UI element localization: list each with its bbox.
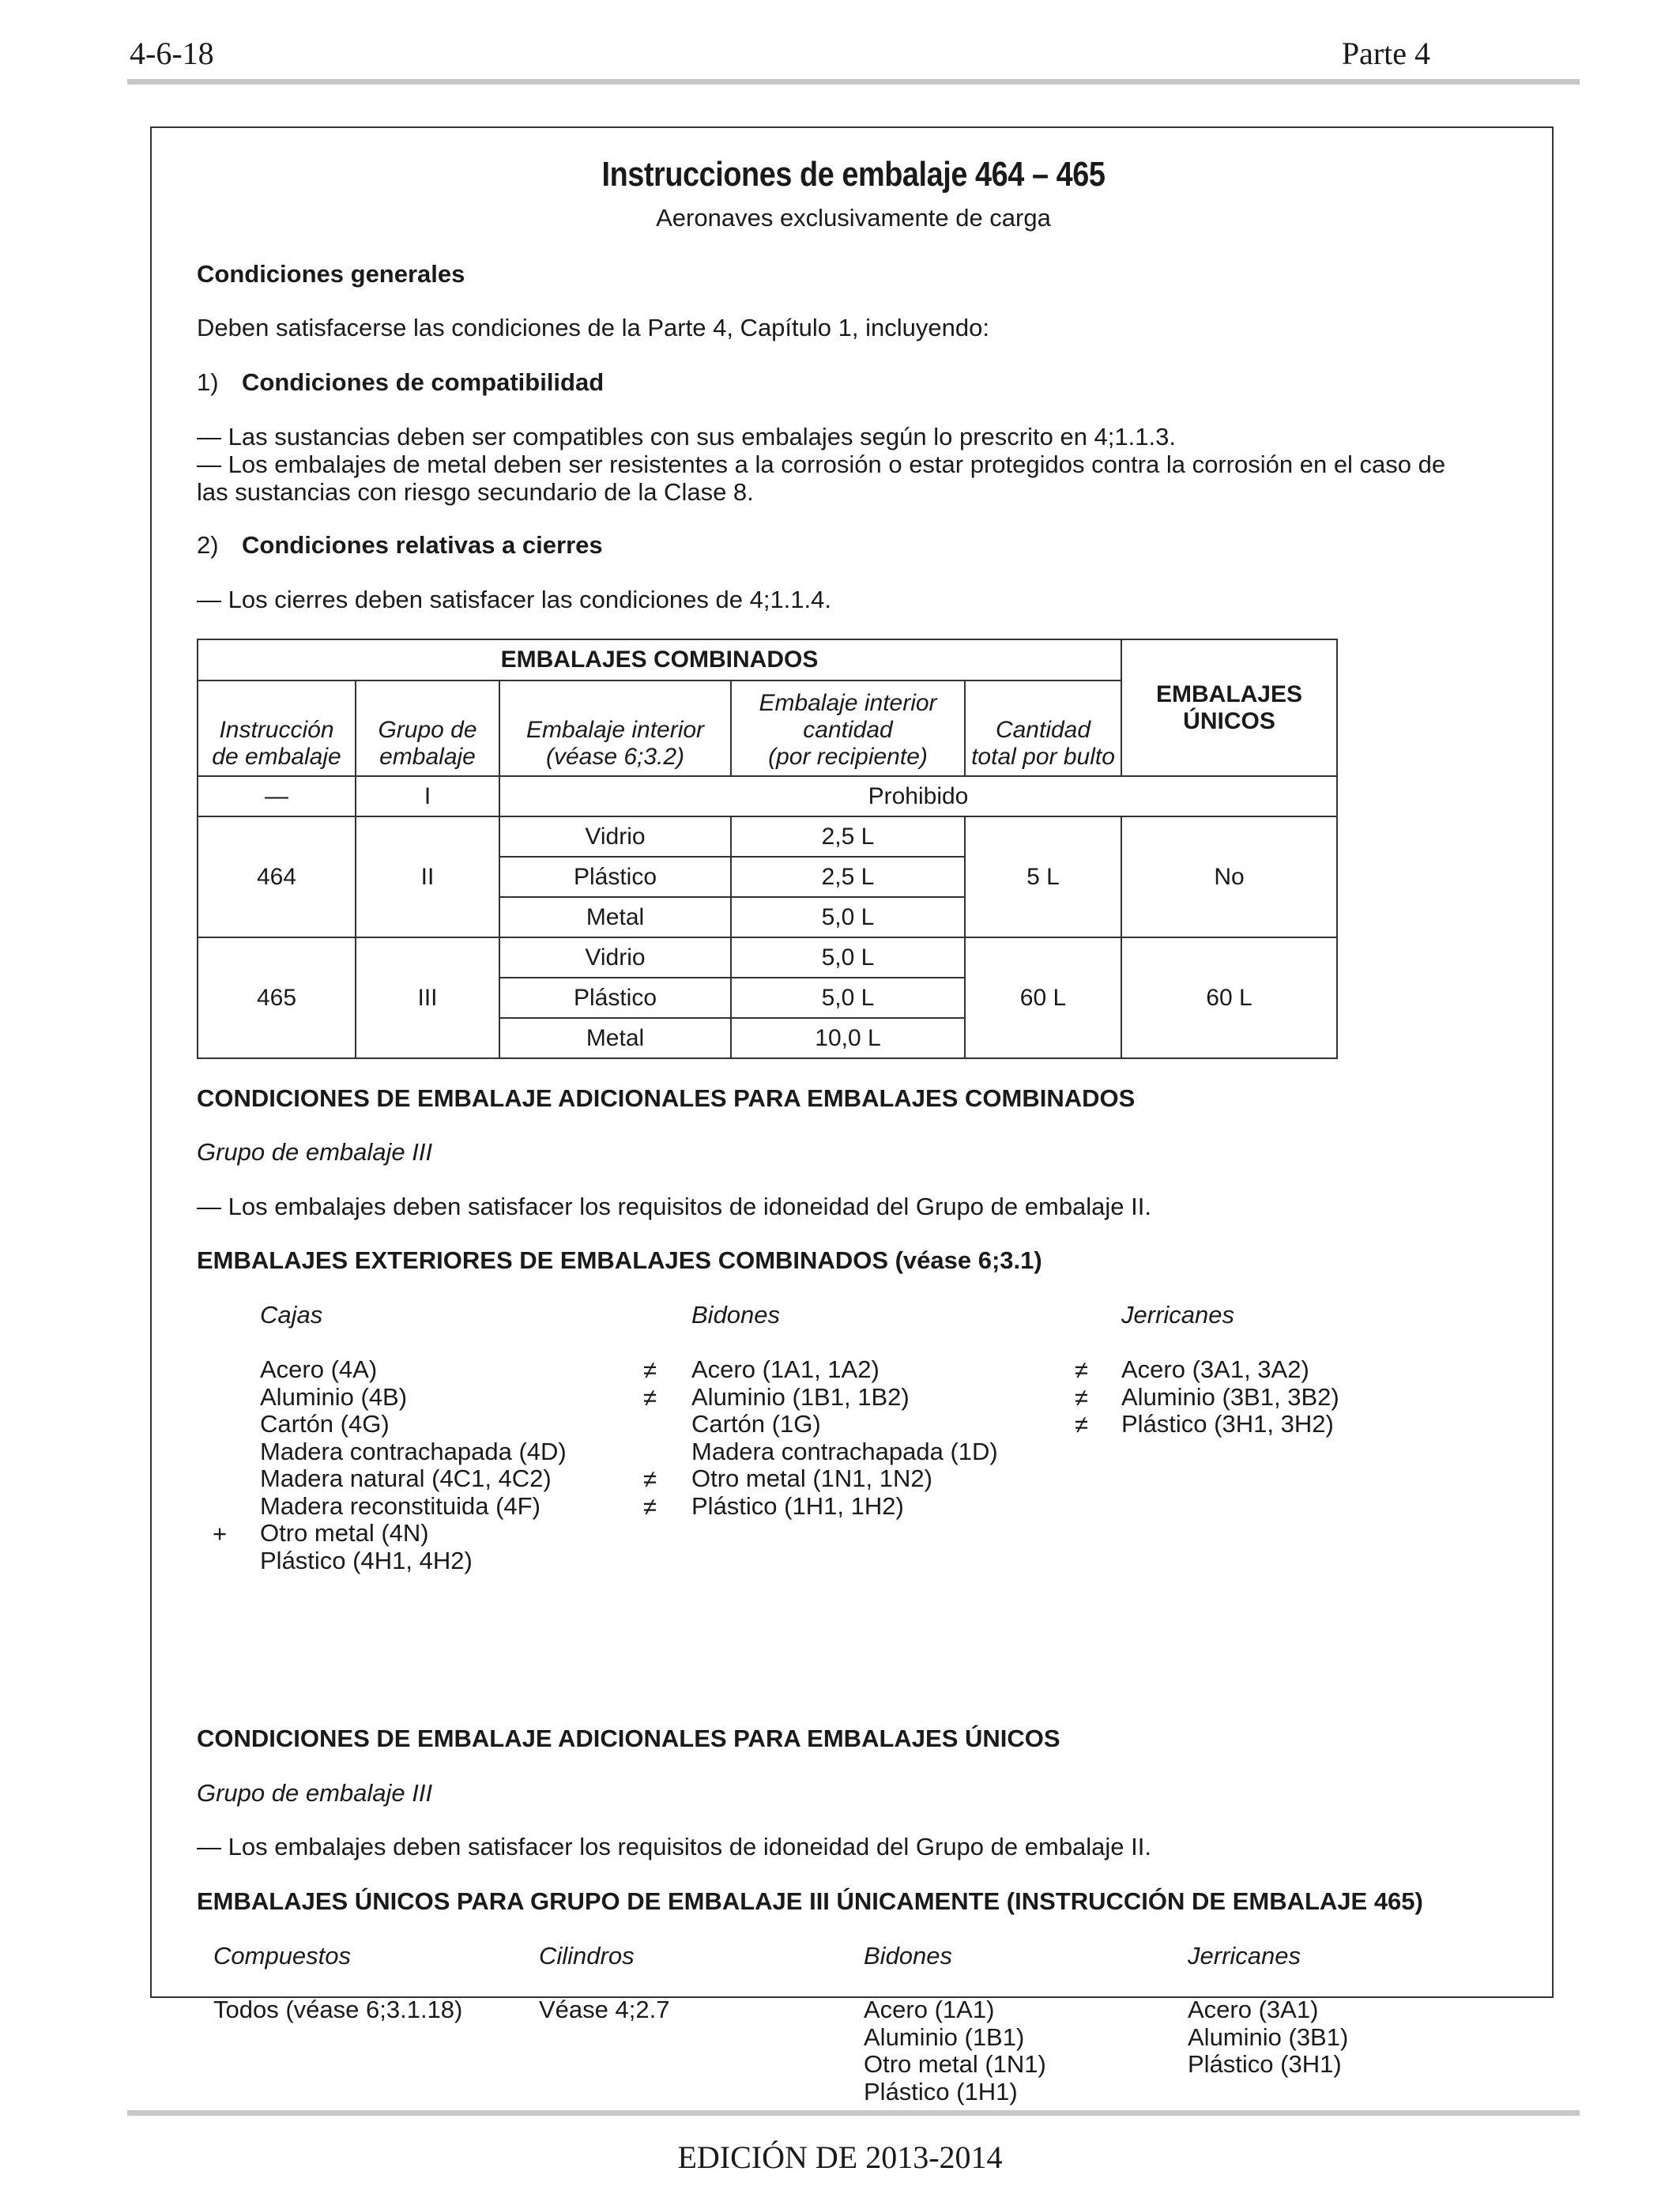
list-item: Acero (3A1, 3A2) bbox=[1121, 1355, 1309, 1383]
combined-conditions-group: Grupo de embalaje III bbox=[197, 1138, 433, 1166]
not-equal-mark-icon: ≠ bbox=[643, 1492, 657, 1521]
cell-material: Plástico bbox=[499, 857, 731, 897]
list-item: Otro metal (1N1) bbox=[864, 2050, 1046, 2078]
single-col-cylinders-title: Cilindros bbox=[539, 1942, 635, 1970]
single-header: EMBALAJES ÚNICOS bbox=[1121, 639, 1337, 776]
footer-rule bbox=[127, 2110, 1580, 2116]
cell-total: 60 L bbox=[965, 937, 1121, 1058]
list-item: Plástico (4H1, 4H2) bbox=[260, 1546, 473, 1574]
single-conditions-line: — Los embalajes deben satisfacer los requisitos de idoneidad del Grupo de embalaje II. bbox=[197, 1833, 1152, 1860]
single-packaging-heading: EMBALAJES ÚNICOS PARA GRUPO DE EMBALAJE III ÚNICAMENTE (INSTRUCCIÓN DE EMBALAJE 465) bbox=[197, 1887, 1423, 1915]
cell-instr: 464 bbox=[198, 816, 356, 937]
not-equal-mark-icon: ≠ bbox=[1075, 1383, 1089, 1412]
condition-1-line-2b: las sustancias con riesgo secundario de la Clase 8. bbox=[197, 478, 754, 506]
instruction-title: Instrucciones de embalaje 464 – 465 bbox=[601, 155, 1106, 194]
cell-group: II bbox=[356, 816, 499, 937]
list-item: Plástico (3H1) bbox=[1188, 2050, 1342, 2078]
single-conditions-group: Grupo de embalaje III bbox=[197, 1779, 433, 1807]
footer-edition: EDICIÓN DE 2013-2014 bbox=[677, 2139, 1003, 2175]
cell-material: Metal bbox=[499, 1018, 731, 1058]
outer-col-drums-title: Bidones bbox=[691, 1301, 781, 1329]
cell-group: III bbox=[356, 937, 499, 1058]
general-intro: Deben satisfacerse las condiciones de la Parte 4, Capítulo 1, incluyendo: bbox=[197, 314, 989, 341]
instruction-box bbox=[150, 126, 1554, 2105]
not-equal-mark-icon: ≠ bbox=[1075, 1356, 1089, 1384]
cell-quantity: 2,5 L bbox=[731, 816, 965, 857]
cell-group: I bbox=[356, 776, 499, 816]
list-item: Madera reconstituida (4F) bbox=[260, 1491, 541, 1520]
cell-material: Metal bbox=[499, 897, 731, 937]
col-inner: Embalaje interior (véase 6;3.2) bbox=[499, 680, 731, 776]
outer-packaging-heading: EMBALAJES EXTERIORES DE EMBALAJES COMBINADOS (véase 6;3.1) bbox=[197, 1246, 1042, 1274]
list-item: Madera natural (4C1, 4C2) bbox=[260, 1465, 552, 1492]
condition-1-number: 1) bbox=[197, 368, 219, 396]
cell-quantity: 5,0 L bbox=[731, 937, 965, 978]
list-item: Acero (3A1) bbox=[1188, 1996, 1319, 2023]
header-rule bbox=[127, 79, 1580, 85]
cell-single: No bbox=[1121, 816, 1337, 937]
cell-quantity: 10,0 L bbox=[731, 1018, 965, 1058]
list-item: Aluminio (1B1) bbox=[864, 2022, 1025, 2051]
cell-quantity: 2,5 L bbox=[731, 857, 965, 897]
single-col-drums-title: Bidones bbox=[864, 1942, 953, 1970]
col-group: Grupo de embalaje bbox=[356, 680, 499, 776]
col-total: Cantidad total por bulto bbox=[965, 680, 1121, 776]
list-item: Acero (4A) bbox=[260, 1355, 378, 1383]
list-item: Acero (1A1, 1A2) bbox=[691, 1355, 880, 1383]
list-item: Otro metal (4N) bbox=[260, 1519, 429, 1547]
list-item: Otro metal (1N1, 1N2) bbox=[691, 1465, 932, 1492]
instruction-subtitle: Aeronaves exclusivamente de carga bbox=[656, 204, 1051, 232]
list-item: Aluminio (3B1) bbox=[1188, 2022, 1349, 2051]
general-heading: Condiciones generales bbox=[197, 260, 465, 288]
combined-conditions-heading: CONDICIONES DE EMBALAJE ADICIONALES PARA EMBALAJES COMBINADOS bbox=[197, 1084, 1136, 1112]
cell-instr: 465 bbox=[198, 937, 356, 1058]
list-item: Acero (1A1) bbox=[864, 1996, 995, 2023]
cell-material: Vidrio bbox=[499, 816, 731, 857]
condition-2-number: 2) bbox=[197, 531, 219, 559]
plus-mark-icon: + bbox=[213, 1520, 228, 1547]
condition-1-title: Condiciones de compatibilidad bbox=[242, 368, 605, 396]
list-item: Plástico (1H1, 1H2) bbox=[691, 1491, 904, 1520]
cell-quantity: 5,0 L bbox=[731, 978, 965, 1018]
cell-material: Plástico bbox=[499, 978, 731, 1018]
cell-total: 5 L bbox=[965, 816, 1121, 937]
not-equal-mark-icon: ≠ bbox=[643, 1383, 657, 1412]
list-item: Aluminio (3B1, 3B2) bbox=[1121, 1382, 1339, 1411]
list-item: Todos (véase 6;3.1.18) bbox=[213, 1996, 463, 2023]
condition-2-title: Condiciones relativas a cierres bbox=[242, 531, 603, 559]
combined-header: EMBALAJES COMBINADOS bbox=[198, 639, 1121, 680]
col-instruction: Instrucción de embalaje bbox=[198, 680, 356, 776]
outer-col-boxes-title: Cajas bbox=[260, 1301, 323, 1329]
cell-single: 60 L bbox=[1121, 937, 1337, 1058]
col-quantity: Embalaje interior cantidad (por recipiente) bbox=[731, 680, 965, 776]
condition-2-line: — Los cierres deben satisfacer las condiciones de 4;1.1.4. bbox=[197, 586, 832, 613]
list-item: Cartón (4G) bbox=[260, 1410, 390, 1438]
cell-instr: — bbox=[198, 776, 356, 816]
condition-1-line-2a: — Los embalajes de metal deben ser resistentes a la corrosión o estar protegidos contra la corrosión en el caso de bbox=[197, 450, 1446, 478]
not-equal-mark-icon: ≠ bbox=[1075, 1411, 1089, 1438]
list-item: Cartón (1G) bbox=[691, 1410, 821, 1438]
single-conditions-heading: CONDICIONES DE EMBALAJE ADICIONALES PARA EMBALAJES ÚNICOS bbox=[197, 1725, 1060, 1752]
cell-prohibited: Prohibido bbox=[499, 776, 1337, 816]
list-item: Madera contrachapada (1D) bbox=[691, 1437, 998, 1465]
list-item: Plástico (3H1, 3H2) bbox=[1121, 1410, 1334, 1438]
cell-quantity: 5,0 L bbox=[731, 897, 965, 937]
list-item: Madera contrachapada (4D) bbox=[260, 1437, 567, 1465]
packaging-table bbox=[197, 639, 1338, 1059]
cell-material: Vidrio bbox=[499, 937, 731, 978]
not-equal-mark-icon: ≠ bbox=[643, 1465, 657, 1493]
list-item: Aluminio (1B1, 1B2) bbox=[691, 1382, 910, 1411]
list-item: Plástico (1H1) bbox=[864, 2077, 1018, 2105]
single-col-composites-title: Compuestos bbox=[213, 1942, 352, 1970]
list-item: Véase 4;2.7 bbox=[539, 1996, 670, 2023]
condition-1-line-1: — Las sustancias deben ser compatibles con sus embalajes según lo prescrito en 4;1.1.3. bbox=[197, 423, 1176, 450]
outer-col-jerricans-title: Jerricanes bbox=[1121, 1301, 1234, 1329]
single-col-jerricans-title: Jerricanes bbox=[1188, 1942, 1301, 1970]
header-date: 4-6-18 bbox=[130, 36, 214, 71]
combined-conditions-line: — Los embalajes deben satisfacer los requisitos de idoneidad del Grupo de embalaje II. bbox=[197, 1193, 1152, 1220]
list-item: Aluminio (4B) bbox=[260, 1382, 408, 1411]
not-equal-mark-icon: ≠ bbox=[643, 1356, 657, 1384]
header-part: Parte 4 bbox=[1341, 36, 1430, 71]
